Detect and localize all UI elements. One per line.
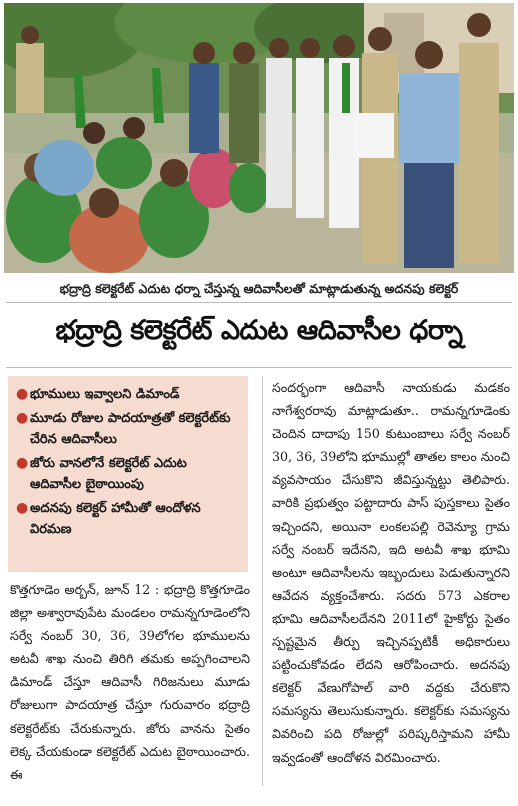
bullet-icon: ● [16,410,29,426]
highlights-box [8,376,248,572]
photo-of-dharna-icon [4,3,514,273]
highlight-text: అదనపు కలెక్టర్ హామీతో ఆందోళన విరమణ [30,501,201,537]
bullet-icon: ● [16,455,29,471]
divider [6,302,512,303]
article-column-2: సందర్భంగా ఆదివాసీ నాయకుడు మడకం నాగేశ్వరరావు మాట్లాడుతూ.. రామన్నగూడెంకు చెందిన దాదాపు 150 కుటుంబాలు సర్వే నంబర్ 30, 36, 39లోని భూముల్లో తాతల కాలం నుంచి వ్యవసాయం చేసుకొని జీవిస్తున్నట్టు తెలిపారు. వారికి ప్రభుత్వం పట్టాదారు పాస్ పుస్తకాలు సైతం ఇచ్చిందని, అయినా లంకలపల్లి రెవెన్యూ గ్రామ సర్వే నంబర్ ఇదేనని, ఇది అటవీ శాఖ భూమి అంటూ ఆదివాసీలను ఇబ్బందులు పెడుతున్నారని ఆవేదన వ్యక్తంచేశారు. సదరు 573 ఎకరాల భూమి ఆదివాసీలదేనని 2011లో హైకోర్టు సైతం స్పష్టమైన తీర్పు ఇచ్చినప్పటికీ అధికారులు పట్టించుకోవడం లేదని ఆరోపించారు. అదనపు కలెక్టర్ వేణుగోపాల్ వారి వద్దకు చేరుకొని సమస్యను తెలుసుకున్నారు. కలెక్టర్‌కు సమస్యను వివరించి పది రోజుల్లో పరిష్కరిస్తామని హామీ ఇవ్వడంతో ఆందోళన విరమించారు. [272,380,510,765]
highlight-text: మూడు రోజుల పాదయాత్రతో కలెక్టరేట్‌కు చేరిన ఆదివాసీలు [30,411,231,447]
bullet-icon: ● [16,500,29,516]
article-column-1: కొత్తగూడెం అర్బన్, జూన్ 12 : భద్రాద్రి కొత్తగూడెం జిల్లా అశ్వారావుపేట మండలం రామన్నగూడెంలోని సర్వే నంబర్ 30, 36, 39లోగల భూములను అటవీ శాఖ నుంచి తిరిగి తమకు అప్పగించాలని డిమాండ్ చేస్తూ ఆదివాసీ గిరిజనులు మూడు రోజులుగా పాదయాత్ర చేస్తూ గురువారం భద్రాద్రి కలెక్టరేట్‌కు చేరుకున్నారు. జోరు వానను సైతం లెక్క చేయకుండా కలెక్టరేట్ ఎదుట బైఠాయించారు. ఈ [10,582,250,782]
photo-caption: భద్రాద్రి కలెక్టరేట్ ఎదుట ధర్నా చేస్తున్న ఆదివాసీలతో మాట్లాడుతున్న అదనపు కలెక్టర్ [59,281,459,296]
highlight-item [16,384,242,405]
highlight-item [16,498,242,540]
highlight-text: భూములు ఇవ్వాలని డిమాండ్ [30,387,180,402]
highlight-text: జోరు వానలోనే కలెక్టరేట్ ఎదుట ఆదివాసీల బైఠాయింపు [30,456,187,492]
divider [6,367,512,368]
highlight-item [16,408,242,450]
bullet-icon: ● [16,386,29,402]
column-divider [262,376,263,786]
highlight-item [16,453,242,495]
news-photo [4,3,514,273]
headline: భద్రాద్రి కలెక్టరేట్ ఎదుట ఆదివాసీల ధర్నా [55,315,463,346]
